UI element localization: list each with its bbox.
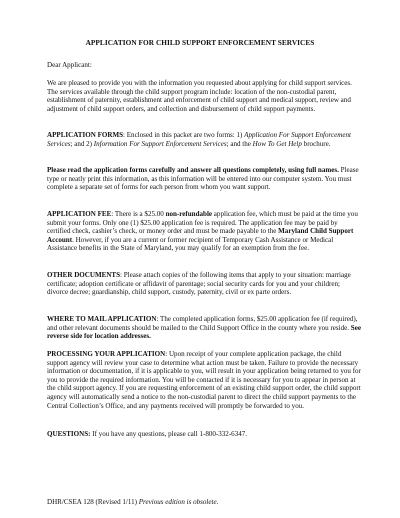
form-code: DHR/CSEA 128 (Revised 1/11) [47,498,139,506]
questions-heading: QUESTIONS: [47,430,91,438]
where-to-mail-text: : The completed application forms, $25.00 application fee (if required), and other relevant documents should be mailed to the Child Support Office in the county where you reside. [47,315,358,332]
intro-paragraph: We are pleased to provide you with the information you requested about applying for child support services. The services available through the child support program include: location of the non-custodial parent, establishment of paternity, establishment and enforcement of child support and medical support, review and adjustment of child support orders, and collection and disbursement of child support payments. [47,79,352,113]
where-to-mail-paragraph [47,315,362,341]
application-forms-paragraph [47,131,362,148]
application-forms-text-4: brochure. [301,139,331,148]
application-forms-text-1: : Enclosed in this packet are two forms: 1) [123,131,245,139]
instructions-text: Please type or neatly print this information, as this information will be entered into our computer system. You must complete a separate set of forms for each person from whom you want support. [47,166,359,192]
where-to-mail-heading: WHERE TO MAIL APPLICATION [47,315,157,323]
application-forms-text-3: ; and the [226,139,253,148]
document-title: APPLICATION FOR CHILD SUPPORT ENFORCEMENT SERVICES [85,38,315,47]
non-refundable-label: non-refundable [165,210,213,218]
processing-heading: PROCESSING YOUR APPLICATION [47,350,166,358]
application-fee-heading: APPLICATION FEE [47,210,112,218]
salutation: Dear Applicant: [47,61,92,69]
instructions-paragraph [47,166,362,192]
form-1-name: Application For Support Enforcement Services [47,131,351,148]
instructions-bold: Please read the application forms carefully and answer all questions completely, using full names. [47,166,339,174]
questions-text: If you have any questions, please call 1-800-332-6347. [90,430,248,438]
processing-text: : Upon receipt of your complete application package, the child support agency will review your case to determine what action must be taken. Failure to provide the necessary information or documentation, if it is applicable to you, will result in your application being returned to you for you to provide the required information. You will be contacted if it is necessary for you to appear in person at the child support agency. If you are requesting enforcement of an existing child support order, the child support agency will automatically send a notice to the non-custodial parent to direct the child support payments to the Central Collection’s Office, and any payments received will promptly be forwarded to you. [47,350,361,410]
application-forms-heading: APPLICATION FORMS [47,131,124,139]
obsolete-note: Previous edition is obsolete. [138,498,219,506]
questions-paragraph [47,430,362,439]
application-forms-text-2: ; and 2) [70,139,94,148]
application-fee-text-1: : There is a $25.00 [111,210,166,218]
application-fee-text-3: . However, if you are a current or former recipient of Temporary Cash Assistance or Medical Assistance benefits in the State of Maryland, you may qualify for an exemption from the fee. [47,235,334,253]
application-fee-text-2: application fee, which must be paid at the time you submit your forms. Only one (1) $25.00 application fee is required. The application fee may be paid by certified check, cashier’s check, or money order and must be made payable to the [47,210,358,236]
form-2-name: Information For Support Enforcement Services [93,139,227,148]
other-documents-paragraph [47,271,362,297]
payee-name: Maryland Child Support Account [47,227,354,244]
see-reverse-note: See reverse side for location addresses. [47,323,361,341]
other-documents-heading: OTHER DOCUMENTS [47,271,121,279]
other-documents-text: : Please attach copies of the following items that apply to your situation: marriage certificate; adoption certificate or affidavit of parentage; social security cards for you and your children; divorce decree; guardianship, child support, custody, paternity, civil or ex parte orders. [47,271,351,297]
processing-paragraph [47,350,362,410]
application-fee-paragraph [47,210,362,253]
brochure-name: How To Get Help [252,139,302,148]
form-footer [47,498,367,507]
